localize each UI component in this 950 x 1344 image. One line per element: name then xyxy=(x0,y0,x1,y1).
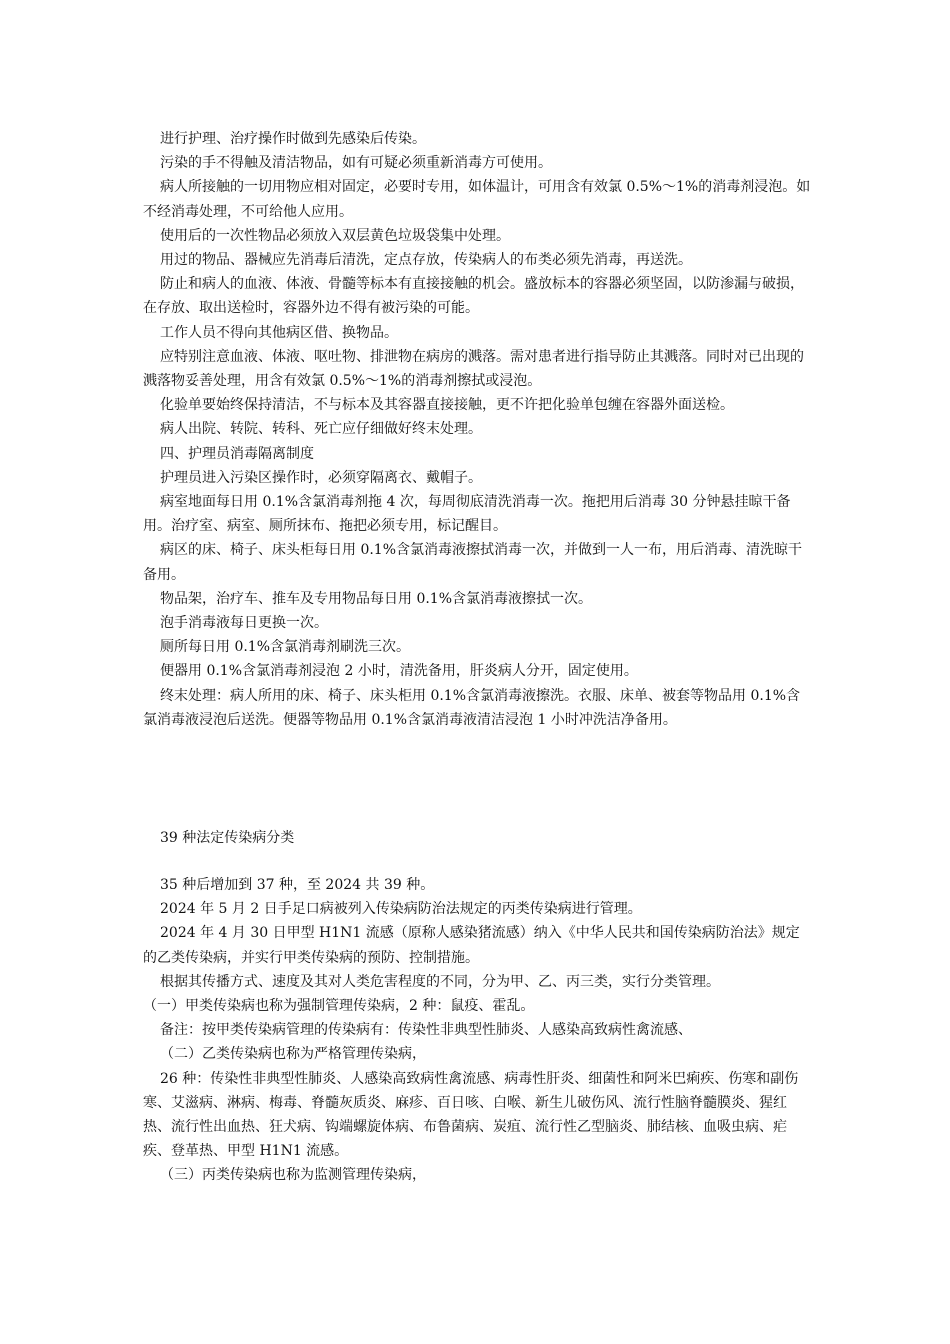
paragraph: （三）丙类传染病也称为监测管理传染病， xyxy=(160,1167,426,1184)
paragraph: （一）甲类传染病也称为强制管理传染病，2 种：鼠疫、霍乱。 xyxy=(143,998,535,1015)
paragraph: 26 种：传染性非典型性肺炎、人感染高致病性禽流感、病毒性肝炎、细菌性和阿米巴痢疾、伤寒和副伤寒、艾滋病、淋病、梅毒、脊髓灰质炎、麻疹、百日咳、白喉、新生儿破伤风、流行性脑脊髓膜炎、猩红热、流行性出血热、狂犬病、钩端螺旋体病、布鲁菌病、炭疽、流行性乙型脑炎、肺结核、血吸虫病、疟疾、登革热、甲型 H1N1 流感。 xyxy=(143,1070,799,1160)
paragraph: 工作人员不得向其他病区借、换物品。 xyxy=(160,324,398,341)
paragraph: 2024 年 4 月 30 日甲型 H1N1 流感（原称人感染猪流感）纳入《中华人民共和国传染病防治法》规定的乙类传染病，并实行甲类传染病的预防、控制措施。 xyxy=(143,925,800,966)
paragraph: 病室地面每日用 0.1%含氯消毒剂拖 4 次，每周彻底清洗消毒一次。拖把用后消毒 30 分钟悬挂晾干备用。治疗室、病室、厕所抹布、拖把必须专用，标记醒目。 xyxy=(143,494,791,535)
paragraph: 病区的床、椅子、床头柜每日用 0.1%含氯消毒液擦拭消毒一次，并做到一人一布，用后消毒、清洗晾干备用。 xyxy=(143,542,803,583)
section-title: 39 种法定传染病分类 xyxy=(160,830,295,846)
paragraph: 病人所接触的一切用物应相对固定，必要时专用，如体温计，可用含有效氯 0.5%～1%的消毒剂浸泡。如不经消毒处理，不可给他人应用。 xyxy=(143,179,811,220)
subsection-heading: 四、护理员消毒隔离制度 xyxy=(160,445,314,462)
disinfection-rules-section xyxy=(143,127,811,732)
paragraph: 备注：按甲类传染病管理的传染病有：传染性非典型性肺炎、人感染高致病性禽流感、 xyxy=(160,1022,692,1039)
paragraph: 用过的物品、器械应先消毒后清洗，定点存放，传染病人的布类必须先消毒，再送洗。 xyxy=(160,252,692,269)
paragraph: 根据其传播方式、速度及其对人类危害程度的不同，分为甲、乙、丙三类，实行分类管理。 xyxy=(160,973,720,990)
paragraph: 终末处理：病人所用的床、椅子、床头柜用 0.1%含氯消毒液擦洗。衣服、床单、被套等物品用 0.1%含氯消毒液浸泡后送洗。便器等物品用 0.1%含氯消毒液清洁浸泡 1 小时冲洗洁净备用。 xyxy=(143,687,801,728)
paragraph: 护理员进入污染区操作时，必须穿隔离衣、戴帽子。 xyxy=(160,469,482,486)
paragraph: 便器用 0.1%含氯消毒剂浸泡 2 小时，清洗备用，肝炎病人分开，固定使用。 xyxy=(160,663,638,680)
paragraph: 进行护理、治疗操作时做到先感染后传染。 xyxy=(160,131,426,147)
paragraph: 2024 年 5 月 2 日手足口病被列入传染病防治法规定的丙类传染病进行管理。 xyxy=(160,901,642,918)
paragraph: 厕所每日用 0.1%含氯消毒剂刷洗三次。 xyxy=(160,639,411,656)
paragraph: 污染的手不得触及清洁物品，如有可疑必须重新消毒方可使用。 xyxy=(160,155,552,172)
paragraph: 应特别注意血液、体液、呕吐物、排泄物在病房的溅落。需对患者进行指导防止其溅落。同时对已出现的溅落物妥善处理，用含有效氯 0.5%～1%的消毒剂擦拭或浸泡。 xyxy=(143,348,804,390)
infectious-disease-classification-section xyxy=(143,873,811,1188)
paragraph: 泡手消毒液每日更换一次。 xyxy=(160,615,328,632)
paragraph: （二）乙类传染病也称为严格管理传染病， xyxy=(160,1046,426,1063)
paragraph: 防止和病人的血液、体液、骨髓等标本有直接接触的机会。盛放标本的容器必须坚固，以防渗漏与破损，在存放、取出送检时，容器外边不得有被污染的可能。 xyxy=(143,276,804,317)
paragraph: 物品架，治疗车、推车及专用物品每日用 0.1%含氯消毒液擦拭一次。 xyxy=(160,590,593,607)
paragraph: 35 种后增加到 37 种，至 2024 共 39 种。 xyxy=(160,877,435,893)
paragraph: 病人出院、转院、转科、死亡应仔细做好终末处理。 xyxy=(160,421,482,438)
paragraph: 使用后的一次性物品必须放入双层黄色垃圾袋集中处理。 xyxy=(160,227,510,244)
paragraph: 化验单要始终保持清洁，不与标本及其容器直接接触，更不许把化验单包缠在容器外面送检。 xyxy=(160,397,734,414)
